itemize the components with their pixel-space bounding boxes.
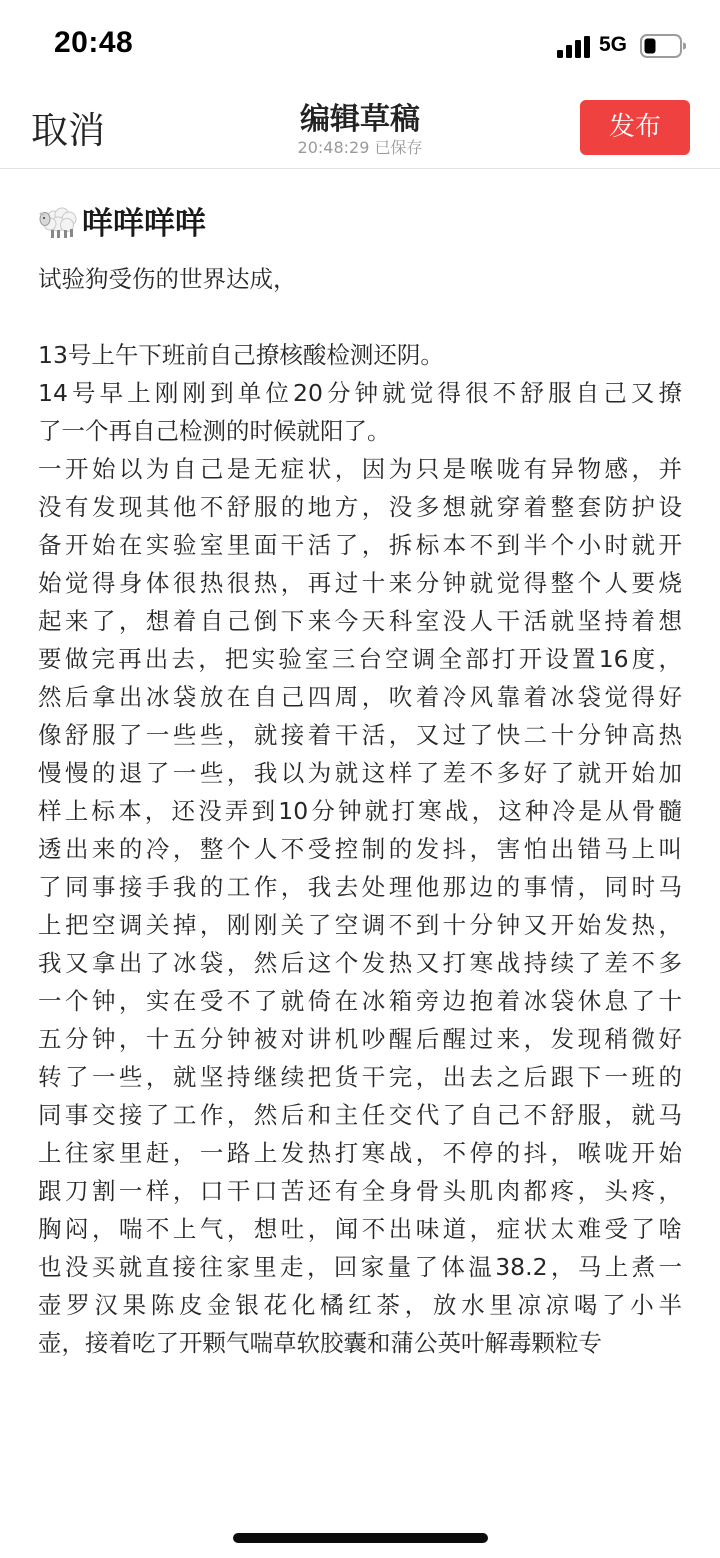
signal-bars-icon (557, 36, 591, 58)
post-line: 试验狗受伤的世界达成， (38, 265, 297, 293)
post-title[interactable] (38, 197, 206, 243)
post-line: 上往家里赶，一路上发热打寒战，不停的抖，喉咙开始 (38, 1139, 682, 1167)
post-line: 一开始以为自己是无症状，因为只是喉咙有异物感，并 (38, 455, 682, 483)
blank-line (38, 298, 682, 336)
post-line: 胸闷，喘不上气，想吐，闻不出味道，症状太难受了啥 (38, 1215, 682, 1243)
status-bar (0, 0, 720, 84)
editor-nav-bar (0, 84, 720, 169)
post-line: 13号上午下班前自己撩核酸检测还阴。 (38, 341, 444, 369)
network-type: 5G (599, 33, 628, 56)
post-line: 透出来的冷，整个人不受控制的发抖，害怕出错马上叫 (38, 835, 682, 863)
post-line: 转了一些，就坚持继续把货干完，出去之后跟下一班的 (38, 1063, 682, 1091)
post-line: 样上标本，还没弄到10分钟就打寒战，这种冷是从骨髓 (38, 797, 682, 825)
post-body[interactable] (38, 260, 682, 1362)
post-line: 跟刀割一样，口干口苦还有全身骨头肌肉都疼，头疼， (38, 1177, 682, 1205)
post-line: 没有发现其他不舒服的地方，没多想就穿着整套防护设 (38, 493, 682, 521)
cancel-button[interactable]: 取消 (31, 109, 105, 152)
post-line: 然后拿出冰袋放在自己四周，吹着冷风靠着冰袋觉得好 (38, 683, 682, 711)
post-line: 壶罗汉果陈皮金银花化橘红茶，放水里凉凉喝了小半 (38, 1291, 682, 1319)
battery-icon (640, 34, 686, 58)
post-line: 像舒服了一些些，就接着干活，又过了快二十分钟高热 (38, 721, 682, 749)
post-line: 我又拿出了冰袋，然后这个发热又打寒战持续了差不多 (38, 949, 682, 977)
post-line: 壶，接着吃了开颗气喘草软胶囊和蒲公英叶解毒颗粒专 (38, 1329, 602, 1357)
page-title: 编辑草稿 (300, 102, 420, 137)
post-line: 始觉得身体很热很热，再过十来分钟就觉得整个人要烧 (38, 569, 682, 597)
post-line: 14号早上刚刚到单位20分钟就觉得很不舒服自己又撩 (38, 379, 682, 407)
post-line: 慢慢的退了一些，我以为就这样了差不多好了就开始加 (38, 759, 682, 787)
save-status: 20:48:29 已保存 (297, 138, 423, 157)
post-line: 五分钟，十五分钟被对讲机吵醒后醒过来，发现稍微好 (38, 1025, 682, 1053)
publish-button[interactable]: 发布 (580, 100, 690, 155)
post-line: 要做完再出去，把实验室三台空调全部打开设置16度， (38, 645, 682, 673)
post-line: 同事交接了工作，然后和主任交代了自己不舒服，就马 (38, 1101, 682, 1129)
post-line: 了同事接手我的工作，我去处理他那边的事情，同时马 (38, 873, 682, 901)
draft-editor[interactable] (0, 169, 720, 1558)
post-line: 备开始在实验室里面干活了，拆标本不到半个小时就开 (38, 531, 682, 559)
post-line: 了一个再自己检测的时候就阳了。 (38, 417, 391, 445)
post-line: 也没买就直接往家里走，回家量了体温38.2，马上煮一 (38, 1253, 682, 1281)
post-line: 起来了，想着自己倒下来今天科室没人干活就坚持着想 (38, 607, 682, 635)
post-title-text: 咩咩咩咩 (82, 205, 206, 242)
home-indicator (233, 1533, 488, 1543)
status-time: 20:48 (54, 26, 134, 59)
post-line: 一个钟，实在受不了就倚在冰箱旁边抱着冰袋休息了十 (38, 987, 682, 1015)
sheep-icon (38, 200, 80, 240)
post-line: 上把空调关掉，刚刚关了空调不到十分钟又开始发热， (38, 911, 682, 939)
